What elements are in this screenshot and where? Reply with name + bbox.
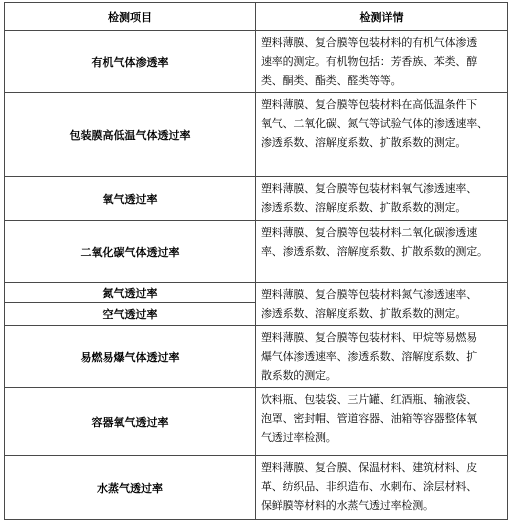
header-test-item: 检测项目	[5, 3, 256, 31]
test-item-cell: 二氧化碳气体透过率	[5, 221, 256, 283]
test-detail-cell: 塑料薄膜、复合膜、保温材料、建筑材料、皮 革、纺织品、非织造布、水刺布、涂层材料、 保鲜膜等材料的水蒸气透过率检测。	[256, 456, 508, 520]
test-detail-cell: 塑料薄膜、复合膜等包装材料氮气渗透速率、 渗透系数、溶解度系数、扩散系数的测定。	[256, 283, 508, 326]
test-detail-cell: 塑料薄膜、复合膜等包装材料的有机气体渗透 速率的测定。有机物包括：芳香族、苯类、醇 类、酮类、酯类、醛类等等。	[256, 31, 508, 93]
test-detail-cell: 塑料薄膜、复合膜等包装材料在高低温条件下 氧气、二氧化碳、氮气等试验气体的渗透速率、 渗透系数、溶解度系数、扩散系数的测定。	[256, 93, 508, 177]
table-row	[5, 221, 508, 283]
header-test-detail: 检测详情	[256, 3, 508, 31]
test-item-cell: 有机气体渗透率	[5, 31, 256, 93]
table-row	[5, 177, 508, 221]
test-detail-cell: 塑料薄膜、复合膜等包装材料、甲烷等易燃易 爆气体渗透速率、渗透系数、溶解度系数、扩 散系数的测定。	[256, 326, 508, 388]
test-detail-cell: 塑料薄膜、复合膜等包装材料氧气渗透速率、 渗透系数、溶解度系数、扩散系数的测定。	[256, 177, 508, 221]
test-item-cell: 氮气透过率	[5, 283, 256, 303]
test-item-cell: 易燃易爆气体透过率	[5, 326, 256, 388]
test-items-table	[4, 2, 508, 520]
table-row	[5, 456, 508, 520]
test-detail-cell: 饮料瓶、包装袋、三片罐、红酒瓶、输液袋、 泡罩、密封帽、管道容器、油箱等容器整体氧 气透过率检测。	[256, 388, 508, 456]
header-row	[5, 3, 508, 31]
test-item-cell: 水蒸气透过率	[5, 456, 256, 520]
table-row	[5, 93, 508, 177]
test-item-cell: 氧气透过率	[5, 177, 256, 221]
table-row	[5, 283, 508, 303]
table-row	[5, 31, 508, 93]
test-item-cell: 包装膜高低温气体透过率	[5, 93, 256, 177]
table-row	[5, 388, 508, 456]
test-detail-cell: 塑料薄膜、复合膜等包装材料二氧化碳渗透速 率、渗透系数、溶解度系数、扩散系数的测定。	[256, 221, 508, 283]
test-item-cell: 空气透过率	[5, 303, 256, 326]
table-row	[5, 326, 508, 388]
test-item-cell: 容器氧气透过率	[5, 388, 256, 456]
